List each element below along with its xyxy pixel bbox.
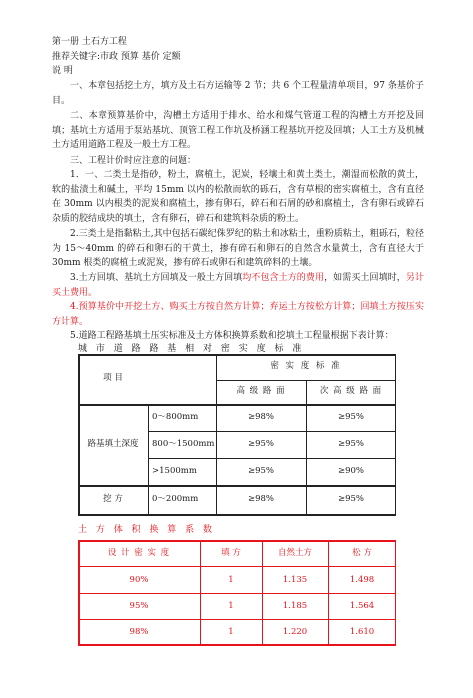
- t2-r3-natural: 1.220: [282, 627, 308, 637]
- paragraph-2: 二、本章预算基价中，沟槽土方适用于排水、给水和煤气管道工程的沟槽土方开挖及回填；基坑土方适用于泵站基坑、顶管工程工作坑及桥涵工程基坑开挖及回填；人工土方及机械土方适用道路工程及一般土方工程。: [52, 111, 424, 151]
- t2-header-natural: 自然土方: [277, 548, 312, 558]
- keywords-line: 推荐关键字:市政 预算 基价 定额: [52, 52, 181, 62]
- t1-dig-high: ≥98%: [247, 494, 274, 504]
- p6-text-red: 均不包含土方的费用: [242, 273, 325, 283]
- t1-r1-depth: 0～800mm: [152, 412, 199, 422]
- t1-dig-label: 挖 方: [103, 494, 123, 504]
- t2-rule-head: [78, 566, 396, 567]
- t1-rule-top: [78, 354, 396, 356]
- p6-text-a: 3.土方回填、基坑土方回填及一般土方回填: [70, 273, 243, 283]
- t1-header-high: 高 级 路 面: [236, 386, 286, 396]
- t1-row-group-label: 路基填土深度: [87, 439, 139, 449]
- t2-header-loose: 松 方: [352, 548, 372, 558]
- table2-caption: 土 方 体 积 换 算 系 数: [78, 525, 216, 535]
- t2-header-fill: 填 方: [221, 548, 241, 558]
- density-standard-table: [78, 354, 396, 516]
- t2-r2-density: 95%: [129, 601, 149, 611]
- t1-rule-bottom: [78, 514, 396, 516]
- t1-dig-sub: ≥95%: [337, 494, 364, 504]
- t2-r1-natural: 1.135: [282, 575, 308, 585]
- volume-conversion-table: [78, 540, 396, 646]
- paragraph-1: 一、本章包括挖土方，填方及土石方运输等 2 节；共 6 个工程量清单项目，97 条基价子目。: [52, 81, 424, 106]
- t2-r1-loose: 1.498: [349, 575, 375, 585]
- t1-rule-right: [395, 354, 397, 516]
- paragraph-4: 1．一、二类土是指砂，粉土，腐植土，泥炭，轻壤土和黄土类土，潮湿而松散的黄土，软的盐渍土和碱土，平均 15mm 以内的松散而软的砾石，含有草根的密实腐植土，含有直径在 30mm 以内根类的泥炭和腐植土，掺有卵石，碎石和石屑的砂和腐植土，含有卵石或碎石杂质的胶结成块的填土，含有卵石，碎石和建筑料杂质的粉土。: [52, 170, 424, 224]
- t2-r2-fill: 1: [228, 601, 234, 611]
- p6-text-red2: 另计买土费用。: [52, 273, 424, 298]
- t2-r1-density: 90%: [129, 575, 149, 585]
- t1-rule-r3: [78, 485, 396, 487]
- t2-rule-r1: [78, 593, 396, 594]
- t1-rule-v1: [148, 404, 149, 516]
- t1-r1-high: ≥98%: [247, 412, 274, 422]
- t2-r3-loose: 1.610: [349, 627, 375, 637]
- t1-rule-r2: [148, 458, 396, 459]
- table1-caption: 城 市 道 路 路 基 相 对 密 实 度 标 准: [78, 344, 305, 354]
- paragraph-6: [52, 271, 424, 300]
- t1-header-item: 项 目: [103, 373, 123, 383]
- t1-r3-high: ≥95%: [247, 466, 274, 476]
- volume-title: 第一册 土石方工程: [52, 37, 127, 47]
- t2-header-design-density: 设 计 密 实 度: [107, 548, 171, 558]
- t2-rule-r2: [78, 619, 396, 620]
- t2-r2-loose: 1.564: [349, 601, 375, 611]
- t1-r3-sub: ≥90%: [337, 466, 364, 476]
- t1-r1-sub: ≥95%: [337, 412, 364, 422]
- t1-r2-high: ≥95%: [247, 439, 274, 449]
- t1-rule-head: [78, 404, 396, 406]
- paragraph-3: 三、工程计价时应注意的问题：: [70, 156, 197, 166]
- t2-r3-density: 98%: [129, 627, 149, 637]
- t2-r2-natural: 1.185: [282, 601, 308, 611]
- t1-r2-sub: ≥95%: [337, 439, 364, 449]
- t1-header-sub: 次 高 级 路 面: [319, 386, 383, 396]
- paragraph-5: 2.三类土是指黏粘土,其中包括石碳纪侏罗纪的粘土和冰粘土，重粉质粘土，粗砾石，粒径为 15～40mm 的碎石和卵石的干黄土，掺有碎石和卵石的自然含水量黄土，含有直径大于 30mm 根类的腐植土或泥炭，掺有碎石或卵石和建筑碎料的土壤。: [52, 229, 424, 269]
- section-title: 说 明: [52, 66, 73, 76]
- t2-rule-bottom: [78, 644, 396, 646]
- paragraph-8: 5.道路工程路基填土压实标准及土方体积换算系数和挖填土工程量根据下表计算：: [70, 331, 394, 341]
- paragraph-7: 4.预算基价中开挖土方、购买土方按自然方计算；弃运土方按松方计算；回填土方按压实方计算。: [52, 302, 424, 327]
- t2-r3-fill: 1: [228, 627, 234, 637]
- t1-rule-v2: [216, 354, 217, 516]
- t1-dig-depth: 0～200mm: [152, 494, 199, 504]
- t2-rule-top: [78, 540, 396, 542]
- p6-text-b: ，如需买土回填时，: [324, 273, 406, 283]
- t1-rule-r1: [148, 431, 396, 432]
- t2-r1-fill: 1: [228, 575, 234, 585]
- t1-r3-depth: >1500mm: [152, 466, 197, 476]
- t1-r2-depth: 800～1500mm: [152, 439, 215, 449]
- t1-header-group: 密 实 度 标 准: [270, 361, 342, 371]
